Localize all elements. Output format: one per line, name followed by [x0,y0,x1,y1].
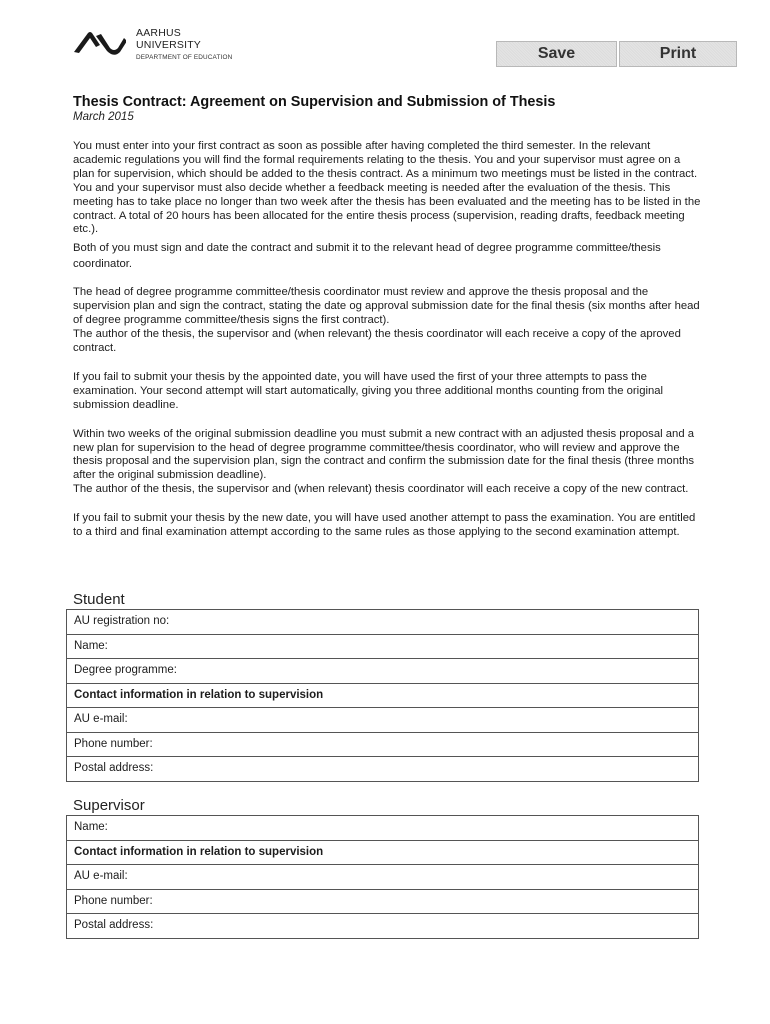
paragraph-1: You must enter into your first contract as soon as possible after having completed the third semester. In the relevant academic regulations you will find the formal requirements relating to the thesis. You and your supervisor must agree on a plan for supervision, which should be added to the thesis contract. As a minimum two meetings must be listed in the contract. You and your supervisor must also decide whether a feedback meeting is needed after the evaluation of the thesis. This meeting has to take place no longer than two week after the thesis has been evaluated and the meeting has to be listed in the contract. A total of 20 hours has been allocated for the entire thesis process (supervision, reading drafts, feedback meeting etc.). [73,140,701,236]
university-name-line2: UNIVERSITY [136,38,202,51]
supervisor-field[interactable]: Postal address: [67,914,699,939]
student-row [67,659,699,684]
supervisor-field[interactable]: Name: [67,816,699,841]
supervisor-form [66,815,699,939]
paragraph-2: Both of you must sign and date the contract and submit it to the relevant head of degree programme committee/thesis coordinator. [73,242,661,270]
student-heading: Student [73,591,125,608]
supervisor-field[interactable]: AU e-mail: [67,865,699,890]
aarhus-seal-icon [74,30,126,56]
paragraph-5: Within two weeks of the original submission deadline you must submit a new contract with an adjusted thesis proposal and a new plan for supervision to the head of degree programme committee/thesis coordinator, who will review and approve the thesis proposal and the supervision plan, sign the contract and confirm the submission date for the final thesis (three months after the original submission deadline). The author of the thesis, the supervisor and (when relevant) thesis coordinator will each receive a copy of the new contract. [73,427,695,496]
student-field[interactable]: Name: [67,634,699,659]
supervisor-row [67,889,699,914]
supervisor-row [67,914,699,939]
paragraph-6: If you fail to submit your thesis by the new date, you will have used another attempt to pass the examination. You are entitled to a third and final examination attempt according to the same rules as those applying to the second examination attempt. [73,512,696,539]
paragraph-4: If you fail to submit your thesis by the appointed date, you will have used the first of your three attempts to pass the examination. Your second attempt will start automatically, giving you three additional months counting from the original submission deadline. [73,370,664,411]
student-row [67,732,699,757]
student-form [66,609,699,782]
student-field[interactable]: AU e-mail: [67,708,699,733]
student-row [67,610,699,635]
student-field[interactable]: Degree programme: [67,659,699,684]
university-logo [74,26,244,66]
supervisor-row [67,840,699,865]
supervisor-row [67,816,699,841]
paragraph-3: The head of degree programme committee/thesis coordinator must review and approve the thesis proposal and the supervision plan and sign the contract, stating the date og approval submission date for the final thesis (six months after head of degree programme committee/thesis signs the first contract). The author of the thesis, the supervisor and (when relevant) the thesis coordinator will each receive a copy of the aproved contract. [73,286,700,354]
print-button[interactable]: Print [619,41,737,67]
student-row [67,683,699,708]
supervisor-heading: Supervisor [73,797,145,814]
student-row [67,757,699,782]
student-row [67,708,699,733]
student-field[interactable]: Phone number: [67,732,699,757]
document-date: March 2015 [73,111,134,123]
department-name: DEPARTMENT OF EDUCATION [136,54,233,61]
student-field[interactable]: AU registration no: [67,610,699,635]
student-row [67,634,699,659]
student-field[interactable]: Postal address: [67,757,699,782]
supervisor-contact-subheading: Contact information in relation to supervision [67,840,699,865]
instructions-text [73,140,701,555]
document-title: Thesis Contract: Agreement on Supervision and Submission of Thesis [73,94,556,110]
save-button[interactable]: Save [496,41,617,67]
student-contact-subheading: Contact information in relation to supervision [67,683,699,708]
supervisor-field[interactable]: Phone number: [67,889,699,914]
supervisor-row [67,865,699,890]
university-name-line1: AARHUS [136,27,181,39]
